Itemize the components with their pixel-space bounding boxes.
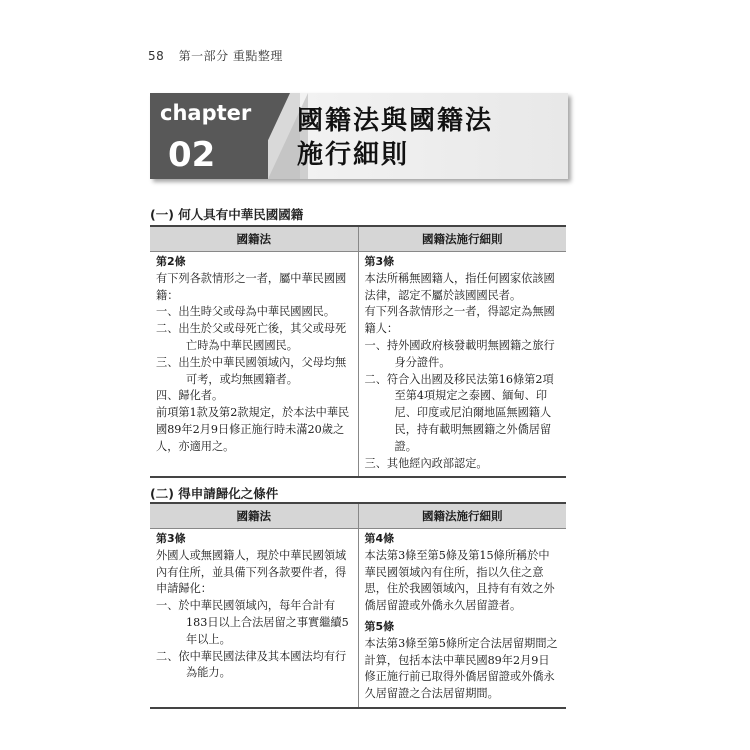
article-heading: 第3條	[156, 532, 186, 545]
law-column	[150, 529, 359, 707]
section-heading-2: (二) 得申請歸化之條件	[150, 486, 279, 501]
running-head	[148, 47, 283, 64]
list-item: 二、符合入出國及移民法第16條第2項至第4項規定之泰國、緬甸、印尼、印度或尼泊爾地區無國籍人民，持有載明無國籍之外僑居留證。	[364, 372, 554, 453]
list-item: 三、其他經內政部認定。	[364, 456, 488, 470]
article-heading: 第3條	[364, 255, 395, 268]
article-text: 本法第3條至第5條及第15條所稱於中華民國領域內有住所，指以久住之意思，住於我國領域內，且持有有效之外僑居留證或外僑永久居留證者。	[364, 548, 555, 613]
law-column	[150, 252, 359, 476]
column-header-law: 國籍法	[150, 227, 359, 251]
article-heading: 第4條	[364, 532, 395, 545]
list-item: 一、於中華民國領域內，每年合計有183日以上合法居留之事實繼續5年以上。	[156, 599, 349, 646]
list-item: 四、歸化者。	[156, 389, 224, 403]
article-closing: 前項第1款及第2款規定，於本法中華民國89年2月9日修正施行時未滿20歲之人，亦適用之。	[156, 406, 350, 453]
article-intro: 有下列各款情形之一者，屬中華民國國籍：	[156, 271, 347, 302]
list-item: 一、持外國政府核發載明無國籍之旅行身分證件。	[364, 338, 555, 369]
table-nationality	[150, 225, 566, 478]
article-heading: 第2條	[156, 255, 186, 268]
column-header-rules: 國籍法施行細則	[422, 232, 503, 246]
chapter-title: 國籍法與國籍法 施行細則	[297, 106, 494, 170]
page-number: 58	[148, 49, 165, 63]
article-intro: 外國人或無國籍人，現於中華民國領域內有住所，並具備下列各款要件者，得申請歸化：	[156, 548, 347, 596]
article-intro: 有下列各款情形之一者，得認定為無國籍人：	[364, 305, 555, 336]
chapter-label: chapter	[160, 101, 252, 125]
rules-column	[359, 252, 567, 476]
table-header	[150, 504, 566, 529]
section-heading-1: (一) 何人具有中華民國國籍	[150, 207, 304, 222]
column-header-rules: 國籍法施行細則	[422, 509, 503, 523]
list-item: 二、出生於父或母死亡後，其父或母死亡時為中華民國國民。	[156, 322, 347, 352]
article-heading: 第5條	[364, 619, 395, 633]
list-item: 一、出生時父或母為中華民國國民。	[156, 305, 336, 319]
list-item: 三、出生於中華民國領域內，父母均無可考，或均無國籍者。	[156, 355, 347, 386]
column-header-law: 國籍法	[150, 504, 359, 528]
article-text: 本法第3條至第5條所定合法居留期間之計算，包括本法中華民國89年2月9日修正施行前已取得外僑居留證或外僑永久居留證之合法居留期間。	[364, 636, 558, 701]
running-head-text: 第一部分 重點整理	[178, 49, 283, 63]
list-item: 二、依中華民國法律及其本國法均有行為能力。	[156, 649, 347, 680]
chapter-number: 02	[168, 135, 216, 175]
article-intro: 本法所稱無國籍人，指任何國家依該國法律，認定不屬於該國國民者。	[364, 271, 555, 302]
rules-column	[359, 529, 567, 707]
table-header	[150, 227, 566, 252]
table-naturalization	[150, 502, 566, 709]
chapter-banner	[150, 93, 568, 179]
